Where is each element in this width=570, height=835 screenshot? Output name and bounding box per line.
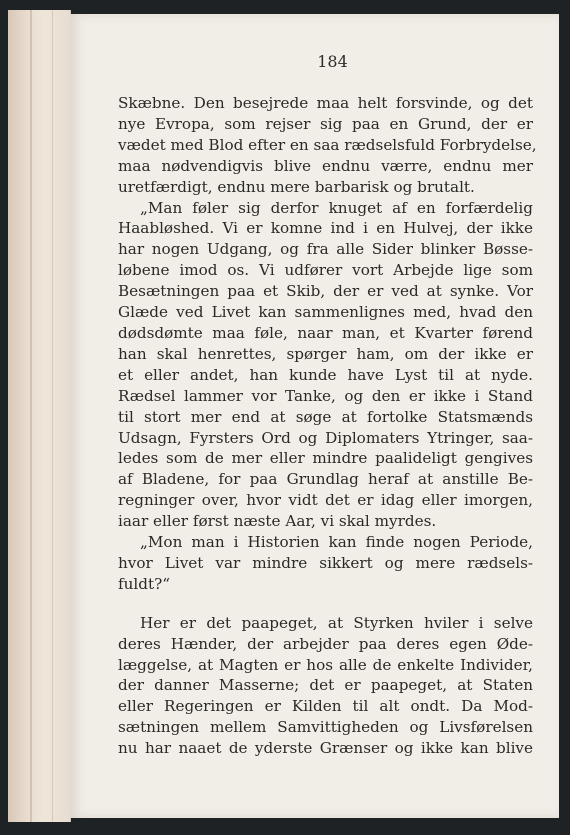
paragraph: [118, 613, 533, 759]
text-line: Her er det paapeget, at Styrken hviler i selve: [140, 613, 533, 632]
text-line: vædet med Blod efter en saa rædselsfuld Forbrydelse,: [118, 135, 537, 154]
text-line: „Man føler sig derfor knuget af en forfærdelig: [140, 198, 533, 217]
text-line: et eller andet, han kunde have Lyst til at nyde.: [118, 365, 533, 384]
text-line: Glæde ved Livet kan sammenlignes med, hvad den: [118, 303, 533, 322]
text-line: eller Regeringen er Kilden til alt ondt. Da Mod-: [118, 697, 533, 716]
text-line: hvor Livet var mindre sikkert og mere rædsels-: [118, 553, 533, 572]
text-line: Skæbne. Den besejrede maa helt forsvinde, og det: [118, 94, 533, 112]
text-line: af Bladene, for paa Grundlag heraf at anstille Be-: [118, 470, 533, 489]
text-line: til stort mer end at søge at fortolke Statsmænds: [118, 407, 533, 426]
book-page-edges: [8, 10, 71, 822]
page-number: 184: [317, 52, 348, 71]
section-gap: [118, 595, 533, 613]
paragraph: [118, 532, 533, 595]
paragraph: [118, 93, 537, 198]
text-line: Haabløshed. Vi er komne ind i en Hulvej, der ikke: [118, 219, 533, 238]
text-line: læggelse, at Magten er hos alle de enkelte Individer,: [118, 655, 533, 674]
text-line: har nogen Udgang, og fra alle Sider blinker Bøsse-: [118, 240, 533, 259]
text-line: sætningen mellem Samvittigheden og Livsførelsen: [118, 718, 533, 737]
text-line: „Mon man i Historien kan finde nogen Periode,: [140, 533, 533, 552]
text-line: ledes som de mer eller mindre paalideligt gengives: [118, 449, 533, 468]
text-line: dødsdømte maa føle, naar man, et Kvarter førend: [118, 323, 533, 342]
text-line: nye Evropa, som rejser sig paa en Grund, der er: [118, 114, 533, 133]
text-line: maa nødvendigvis blive endnu værre, endnu mer: [118, 156, 533, 175]
text-line: iaar eller først næste Aar, vi skal myrdes.: [118, 512, 437, 531]
text-line: regninger over, hvor vidt det er idag eller imorgen,: [118, 491, 533, 510]
text-line: han skal henrettes, spørger ham, om der ikke er: [118, 344, 533, 363]
text-line: Besætningen paa et Skib, der er ved at synke. Vor: [118, 282, 533, 301]
text-line: løbene imod os. Vi udfører vort Arbejde lige som: [118, 261, 533, 280]
text-line: uretfærdigt, endnu mere barbarisk og brutalt.: [118, 177, 475, 196]
text-line: deres Hænder, der arbejder paa deres egen Øde-: [118, 634, 533, 653]
text-line: Rædsel lammer vor Tanke, og den er ikke i Stand: [118, 386, 533, 405]
text-line: fuldt?“: [118, 574, 170, 593]
text-line: der danner Masserne; det er paapeget, at Staten: [118, 676, 533, 695]
book-page: [70, 14, 559, 818]
text-line: Udsagn, Fyrsters Ord og Diplomaters Ytringer, saa-: [118, 428, 533, 447]
text-line: nu har naaet de yderste Grænser og ikke kan blive: [118, 739, 533, 758]
body-text: [118, 93, 537, 759]
paragraph: [118, 198, 533, 533]
